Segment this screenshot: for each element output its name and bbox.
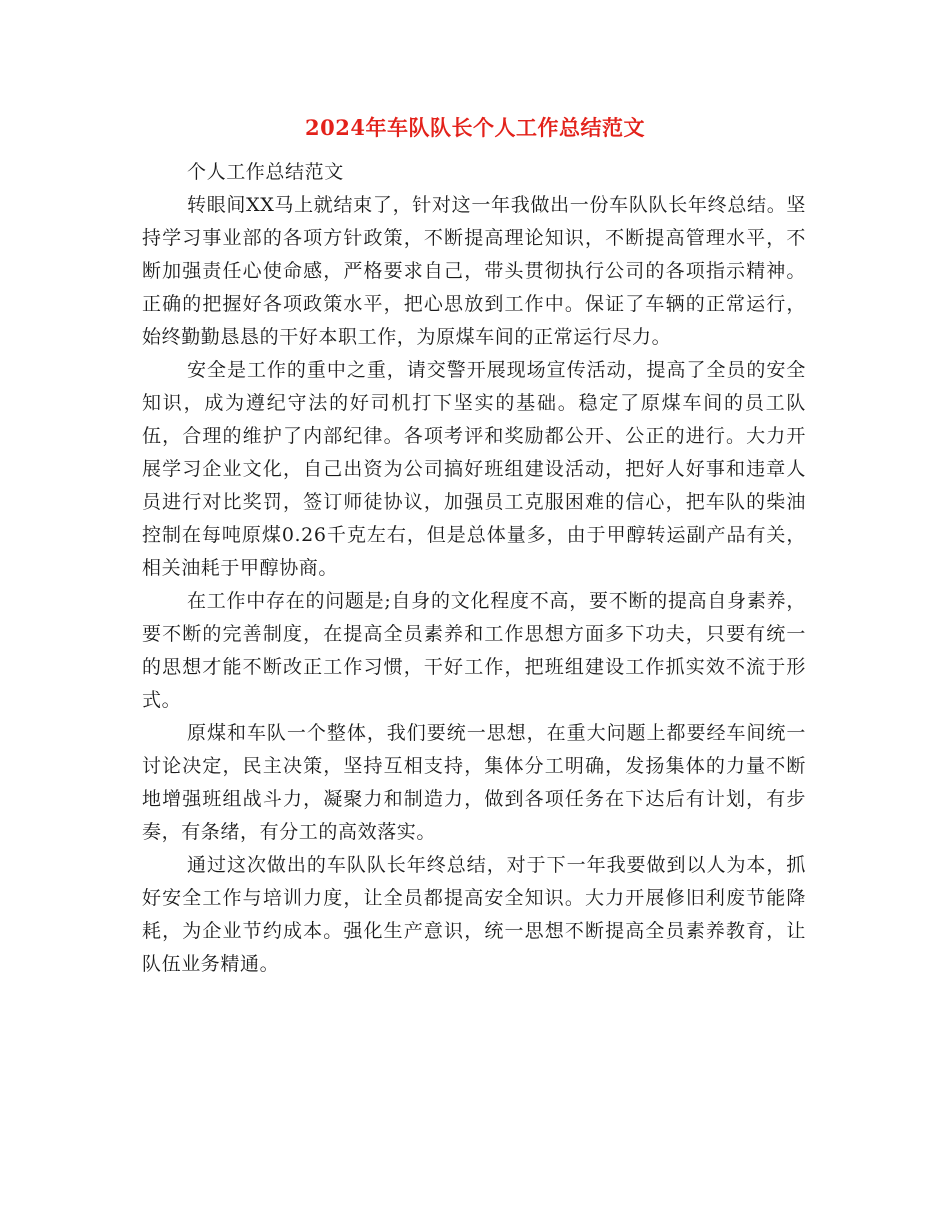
document-title: 2024年车队队长个人工作总结范文 (305, 115, 645, 140)
body-paragraph: 通过这次做出的车队队长年终总结，对于下一年我要做到以人为本，抓好安全工作与培训力度，让全员都提高安全知识。大力开展修旧利废节能降耗，为企业节约成本。强化生产意识，统一思想不断提高全员素养教育，让队伍业务精通。 (142, 854, 806, 975)
document-body (142, 156, 806, 981)
body-paragraph: 安全是工作的重中之重，请交警开展现场宣传活动，提高了全员的安全知识，成为遵纪守法的好司机打下坚实的基础。稳定了原煤车间的员工队伍，合理的维护了内部纪律。各项考评和奖励都公开、公正的进行。大力开展学习企业文化，自己出资为公司搞好班组建设活动，把好人好事和违章人员进行对比奖罚，签订师徒协议，加强员工克服困难的信心，把车队的柴油控制在每吨原煤0.26千克左右，但是总体量多，由于甲醇转运副产品有关，相关油耗于甲醇协商。 (142, 359, 806, 579)
body-paragraph: 转眼间XX马上就结束了，针对这一年我做出一份车队队长年终总结。坚持学习事业部的各项方针政策，不断提高理论知识，不断提高管理水平，不断加强责任心使命感，严格要求自己，带头贯彻执行公司的各项指示精神。正确的把握好各项政策水平，把心思放到工作中。保证了车辆的正常运行，始终勤勤恳恳的干好本职工作，为原煤车间的正常运行尽力。 (142, 194, 806, 348)
body-paragraph: 原煤和车队一个整体，我们要统一思想，在重大问题上都要经车间统一讨论决定，民主决策，坚持互相支持，集体分工明确，发扬集体的力量不断地增强班组战斗力，凝聚力和制造力，做到各项任务在下达后有计划，有步奏，有条绪，有分工的高效落实。 (142, 722, 806, 843)
body-paragraph: 在工作中存在的问题是;自身的文化程度不高，要不断的提高自身素养，要不断的完善制度，在提高全员素养和工作思想方面多下功夫，只要有统一的思想才能不断改正工作习惯，干好工作，把班组建设工作抓实效不流于形式。 (142, 590, 806, 711)
subtitle-paragraph: 个人工作总结范文 (187, 161, 344, 183)
